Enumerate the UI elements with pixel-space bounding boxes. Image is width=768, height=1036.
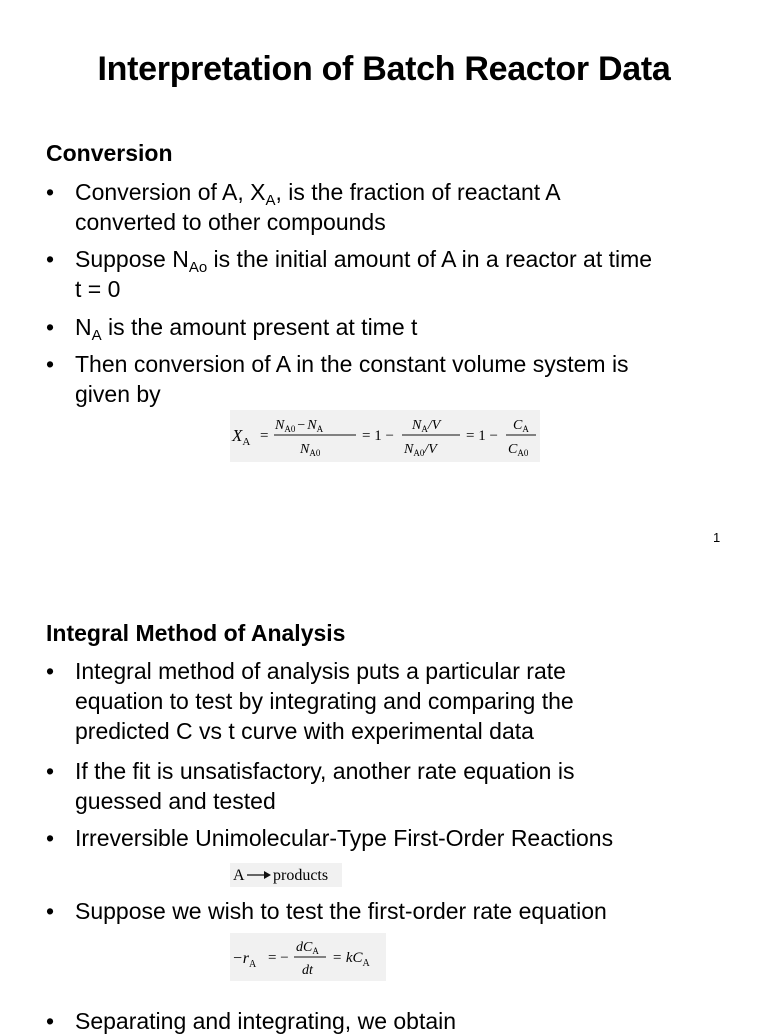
bullet-dot: • — [46, 179, 55, 205]
bullet-text: is the amount present at time t — [101, 314, 418, 340]
eq-symbol: N — [300, 442, 310, 457]
eq-symbol: /V — [424, 442, 437, 457]
slide-title: Interpretation of Batch Reactor Data — [97, 50, 671, 88]
bullet-dot: • — [46, 758, 55, 784]
svg-text:XA — [231, 426, 250, 448]
eq-subscript: A — [316, 424, 324, 434]
bullet-text: If the fit is unsatisfactory, another rate equation is — [75, 758, 575, 784]
eq-subscript: A0 — [413, 448, 425, 458]
svg-text:−rA — [232, 950, 257, 970]
bullet-dot: • — [46, 898, 55, 924]
bullet-initial-amount — [46, 244, 736, 304]
bullet-integral-method — [46, 656, 736, 746]
svg-text:dCA — [296, 940, 319, 956]
eq-operator: = − — [268, 950, 289, 966]
bullet-text: , is the fraction of reactant A — [275, 179, 561, 205]
eq-symbol: N — [275, 418, 285, 433]
bullet-text: Separating and integrating, we obtain — [75, 1008, 457, 1034]
bullet-text: t = 0 — [75, 276, 121, 302]
bullet-test-first-order — [46, 896, 736, 926]
bullet-amount-present — [46, 312, 736, 342]
subscript: A — [265, 192, 276, 209]
eq-symbol: N — [412, 418, 422, 433]
eq-subscript: A — [312, 946, 319, 956]
eq-subscript: A0 — [517, 448, 529, 458]
bullet-text: Integral method of analysis puts a particular rate — [75, 658, 566, 684]
bullet-dot: • — [46, 658, 55, 684]
eq-symbol: X — [232, 426, 243, 445]
eq-subscript: A0 — [284, 424, 296, 434]
bullet-text: Then conversion of A in the constant volume system is — [75, 351, 629, 377]
eq-symbol: C — [508, 442, 518, 457]
eq-symbol: N — [404, 442, 414, 457]
bullet-text: Suppose N — [75, 246, 189, 272]
eq-symbol: = kC — [332, 950, 363, 966]
bullet-text: Conversion of A, X — [75, 179, 266, 205]
bullet-dot: • — [46, 314, 55, 340]
eq-subscript: A — [522, 424, 529, 434]
svg-text:NA/V — [411, 418, 442, 434]
eq-symbol: C — [513, 418, 523, 433]
eq-symbol: dt — [302, 963, 313, 978]
bullet-dot: • — [46, 246, 55, 272]
bullet-dot: • — [46, 825, 55, 851]
bullet-text: N — [75, 314, 92, 340]
eq-symbol: dC — [296, 940, 313, 955]
bullet-text: converted to other compounds — [75, 209, 386, 235]
page-number: 1 — [713, 530, 721, 545]
eq-symbol: A — [233, 867, 245, 884]
section-heading-conversion: Conversion — [46, 140, 173, 166]
bullet-dot: • — [46, 1008, 55, 1034]
svg-text:NA0 — [299, 442, 321, 458]
reaction-arrowhead-icon — [264, 871, 271, 879]
svg-text:NA0/V — [403, 442, 438, 458]
eq-subscript: A — [249, 959, 257, 970]
svg-text:CA — [513, 418, 529, 434]
eq-operator: = 1 − — [362, 428, 394, 444]
bullet-constant-volume — [46, 349, 736, 409]
bullet-text: predicted C vs t curve with experimental data — [75, 718, 534, 744]
svg-text:=: = — [260, 428, 269, 444]
subscript: Ao — [188, 259, 208, 276]
subscript: A — [91, 327, 102, 344]
eq-subscript: A0 — [309, 448, 321, 458]
bullet-text: Suppose we wish to test the first-order rate equation — [75, 898, 607, 924]
eq-symbol: −r — [232, 950, 250, 967]
bullet-conversion-definition — [46, 177, 736, 237]
svg-text:CA0 — [508, 442, 529, 458]
eq-operator: − — [297, 418, 306, 433]
section-heading-integral-method: Integral Method of Analysis — [46, 620, 346, 646]
bullet-text: guessed and tested — [75, 788, 276, 814]
svg-text:= kCA — [332, 950, 371, 969]
eq-subscript: A — [421, 424, 428, 434]
bullet-text: given by — [75, 381, 161, 407]
eq-symbol: products — [273, 867, 329, 884]
svg-text:NA0−NA — [274, 418, 324, 434]
bullet-text: Irreversible Unimolecular-Type First-Order Reactions — [75, 825, 614, 851]
bullet-text: equation to test by integrating and comparing the — [75, 688, 574, 714]
bullet-text: is the initial amount of A in a reactor at time — [207, 246, 653, 272]
conversion-equation — [230, 410, 540, 462]
eq-symbol: N — [307, 418, 317, 433]
eq-subscript: A — [242, 436, 251, 448]
bullet-separating-integrating — [46, 1006, 736, 1036]
bullet-dot: • — [46, 351, 55, 377]
rate-equation — [230, 933, 386, 981]
eq-symbol: /V — [427, 418, 441, 433]
bullet-unsatisfactory-fit — [46, 756, 736, 816]
bullet-first-order-reactions — [46, 823, 736, 853]
reaction-equation — [230, 863, 342, 887]
eq-subscript: A — [362, 958, 370, 969]
eq-operator: = 1 − — [466, 428, 498, 444]
